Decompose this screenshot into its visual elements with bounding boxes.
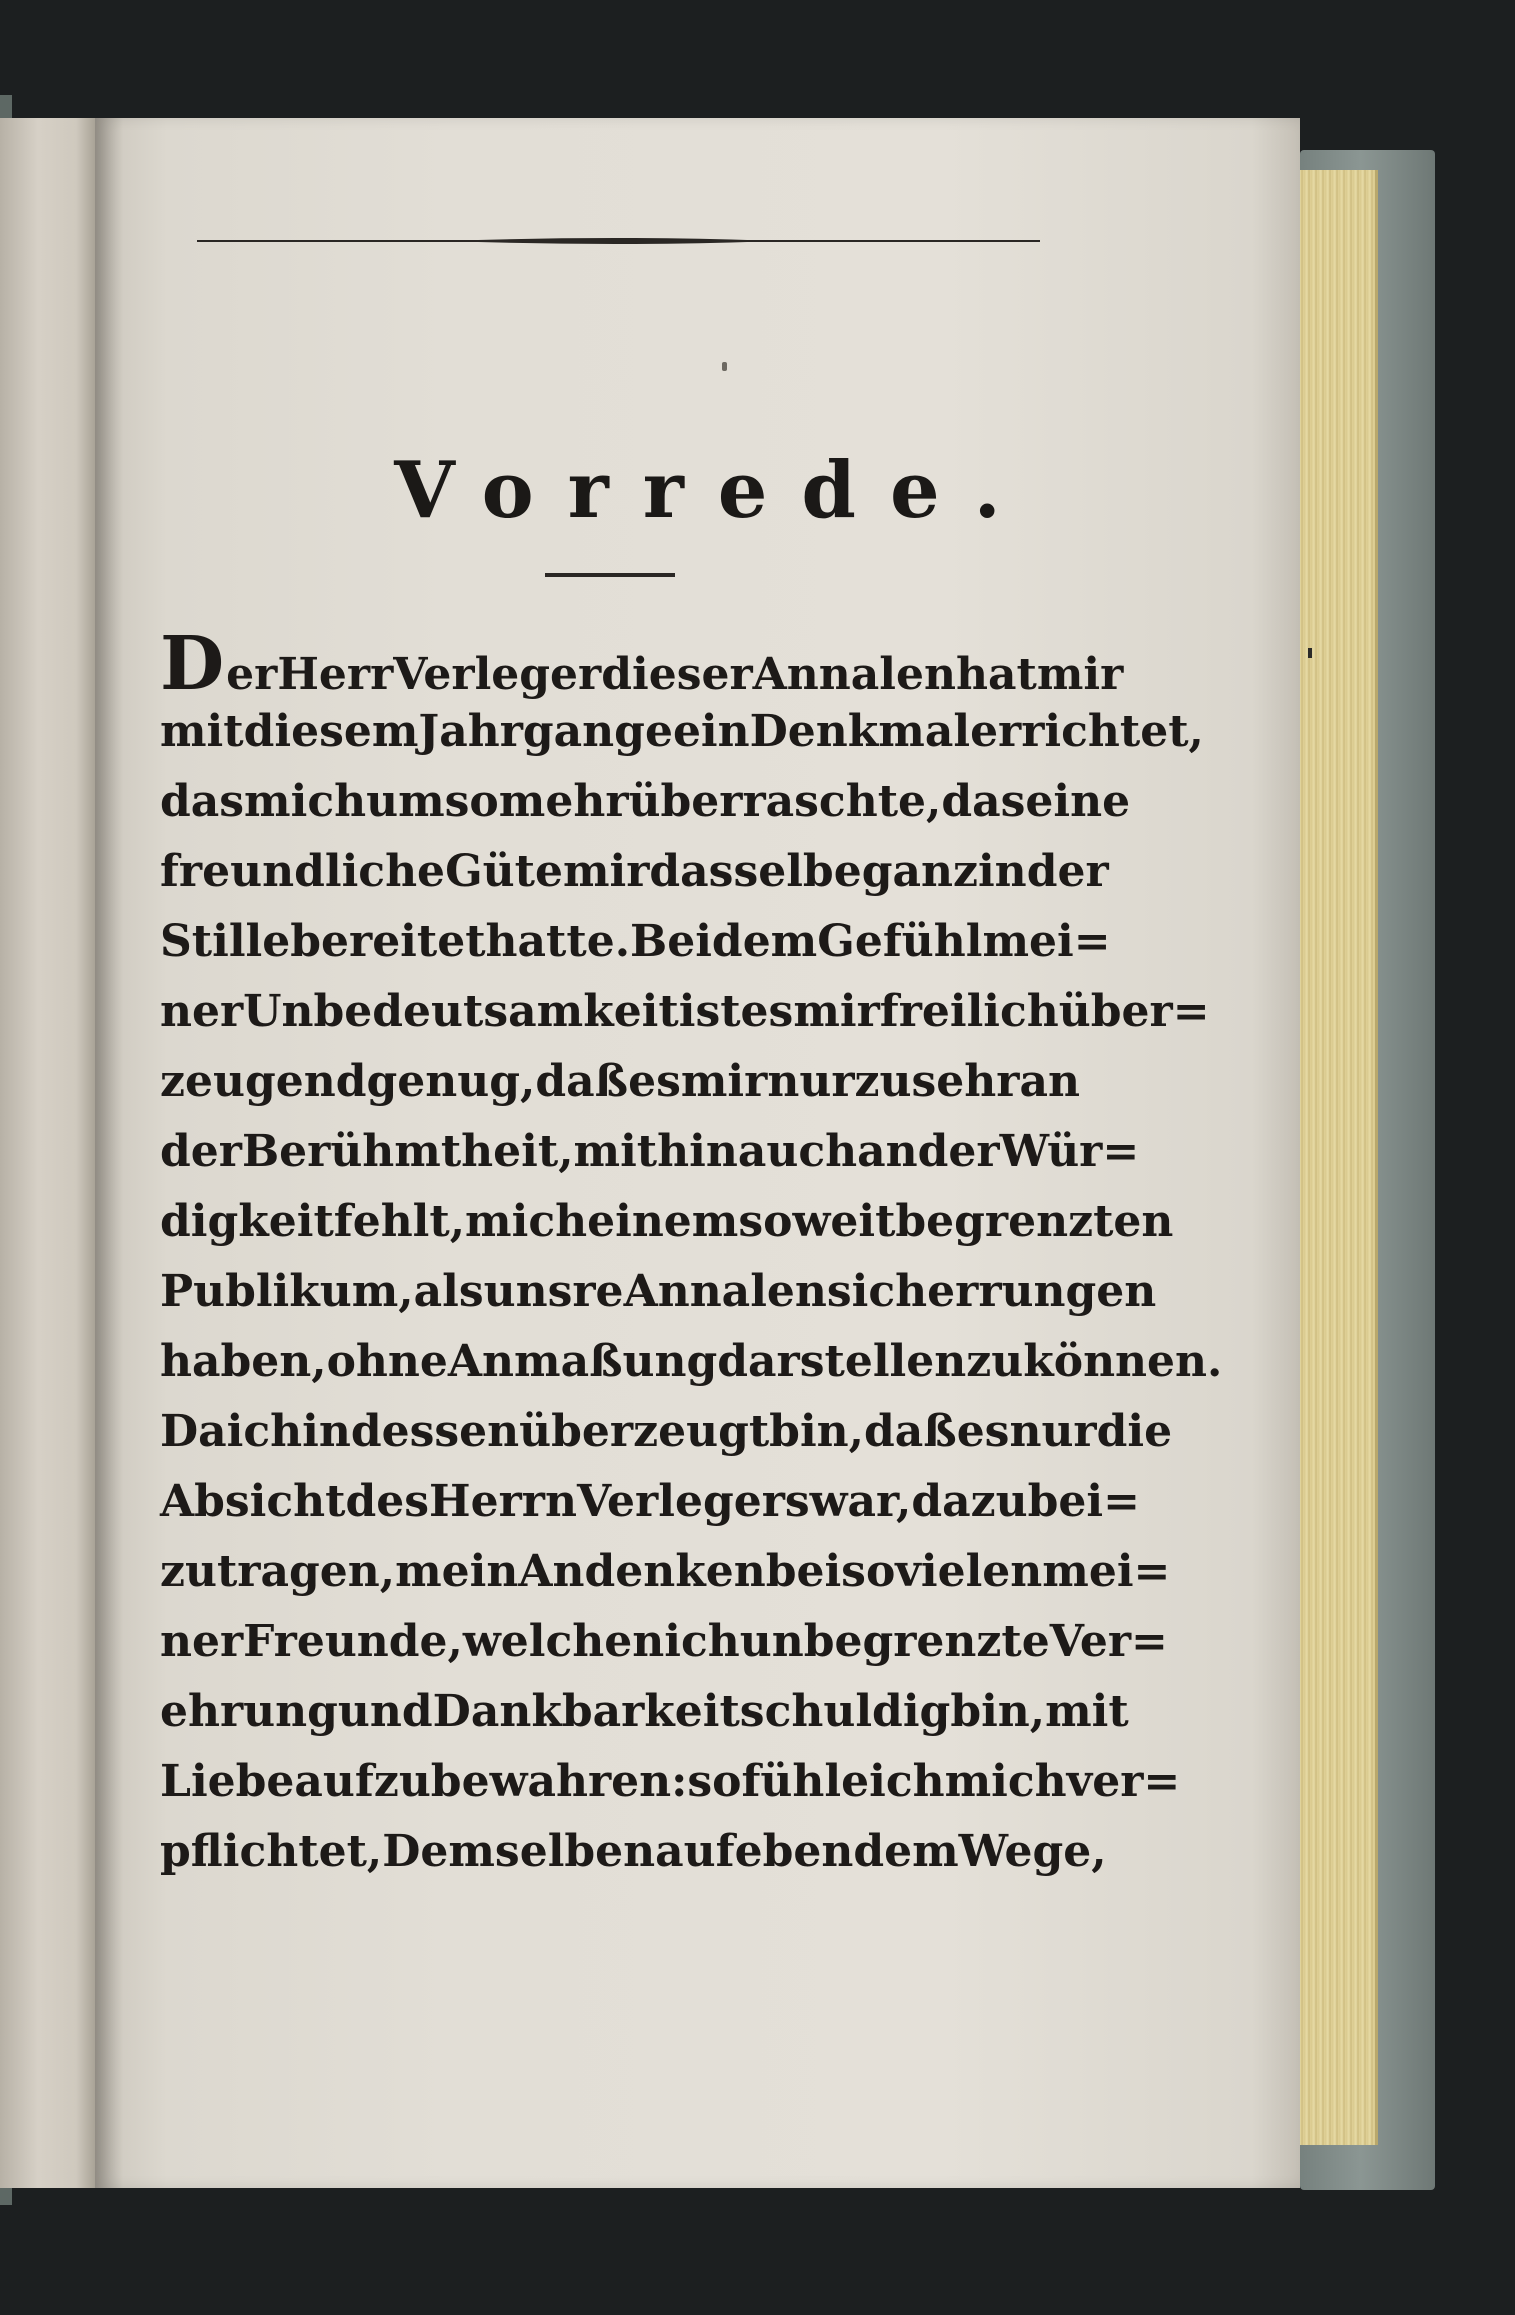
- word: Verleger: [393, 649, 602, 700]
- word: mich: [465, 1196, 588, 1247]
- word: Gefühl: [817, 916, 983, 967]
- word: so: [841, 1546, 896, 1597]
- word: es: [956, 1406, 1010, 1457]
- ornamental-rule: [197, 235, 1040, 247]
- text-line-3: [160, 776, 1131, 846]
- word: Herr: [277, 649, 394, 700]
- word: weit: [792, 1196, 896, 1247]
- text-lines: [160, 706, 1223, 1896]
- word: Da: [160, 1406, 227, 1457]
- word: er: [226, 649, 278, 700]
- text-line-8: [160, 1126, 1140, 1196]
- word: so: [444, 776, 499, 827]
- word: in: [977, 846, 1027, 897]
- word: Demselben: [382, 1826, 656, 1877]
- text-line-14: [160, 1546, 1171, 1616]
- word: aufzubewahren:: [294, 1756, 688, 1807]
- word: mit: [160, 706, 244, 757]
- word: mei=: [1042, 1546, 1171, 1597]
- word: um: [366, 776, 445, 827]
- word: des: [345, 1476, 430, 1527]
- word: ist: [678, 986, 741, 1037]
- text-line-7: [160, 1056, 1080, 1126]
- word: mir: [562, 846, 650, 897]
- word: seine: [1000, 776, 1131, 827]
- word: nur: [767, 1056, 855, 1107]
- word: so: [738, 1196, 793, 1247]
- word: Güte: [445, 846, 563, 897]
- word: ner: [160, 986, 244, 1037]
- word: errichtet,: [970, 706, 1204, 757]
- text-line-2: [160, 706, 1204, 776]
- word: zutragen,: [160, 1546, 396, 1597]
- word: genug,: [366, 1056, 536, 1107]
- page-heading: Vorrede.: [394, 445, 1035, 536]
- word: mit: [1045, 1686, 1129, 1737]
- word: mich: [944, 1756, 1067, 1807]
- text-line-10: [160, 1266, 1157, 1336]
- word: Verlegers: [576, 1476, 810, 1527]
- left-facing-page: [0, 118, 97, 2188]
- word: auch: [737, 1126, 858, 1177]
- gutter-shadow: [95, 118, 123, 2188]
- word: können.: [1023, 1336, 1223, 1387]
- text-line-4: [160, 846, 1109, 916]
- word: dem: [711, 916, 818, 967]
- word: zu: [854, 1056, 912, 1107]
- word: mithin: [573, 1126, 738, 1177]
- word: Wege,: [958, 1826, 1107, 1877]
- word: pflichtet,: [160, 1826, 383, 1877]
- text-line-6: [160, 986, 1210, 1056]
- word: der: [917, 1126, 1000, 1177]
- word: bei=: [1027, 1476, 1140, 1527]
- word: so: [687, 1756, 742, 1807]
- word: an: [1019, 1056, 1080, 1107]
- text-line-1: [160, 621, 1124, 707]
- word: der: [1026, 846, 1109, 897]
- word: es: [628, 1056, 681, 1107]
- word: zu: [966, 1336, 1024, 1387]
- word: ver=: [1066, 1756, 1181, 1807]
- word: und: [337, 1686, 433, 1737]
- drop-cap: D: [160, 621, 225, 707]
- word: einem: [587, 1196, 739, 1247]
- word: war,: [809, 1476, 912, 1527]
- word: indessen: [302, 1406, 520, 1457]
- word: dem: [853, 1826, 959, 1877]
- text-line-16: [160, 1686, 1129, 1756]
- word: freundliche: [160, 846, 446, 897]
- word: ich: [869, 1756, 945, 1807]
- text-line-12: [160, 1406, 1173, 1476]
- text-line-17: [160, 1756, 1181, 1826]
- text-line-11: [160, 1336, 1223, 1406]
- word: bei: [765, 1546, 842, 1597]
- word: dieser: [601, 649, 753, 700]
- word: ohne: [326, 1336, 448, 1387]
- word: haben,: [160, 1336, 327, 1387]
- word: mehr: [498, 776, 629, 827]
- word: Herrn: [429, 1476, 577, 1527]
- word: darstellen: [717, 1336, 967, 1387]
- word: freilich: [879, 986, 1059, 1037]
- word: der: [160, 1126, 242, 1177]
- word: auf: [655, 1826, 735, 1877]
- word: mir: [793, 986, 880, 1037]
- word: welchen: [462, 1616, 665, 1667]
- word: Bei: [630, 916, 712, 967]
- word: bin,: [950, 1686, 1046, 1737]
- word: es: [740, 986, 794, 1037]
- word: Annalen: [623, 1266, 827, 1317]
- word: Liebe: [160, 1756, 295, 1807]
- word: dasselbe: [649, 846, 862, 897]
- word: ich: [664, 1616, 740, 1667]
- word: nur: [1009, 1406, 1097, 1457]
- word: Jahrgange: [418, 706, 673, 757]
- word: sehr: [911, 1056, 1020, 1107]
- word: Dankbarkeit: [432, 1686, 740, 1737]
- word: unbegrenzte: [739, 1616, 1050, 1667]
- text-line-5: [160, 916, 1111, 986]
- word: digkeit: [160, 1196, 334, 1247]
- word: begrenzten: [895, 1196, 1174, 1247]
- page-edges: [1297, 170, 1378, 2145]
- text-line-9: [160, 1196, 1174, 1266]
- ink-mark: [722, 362, 727, 371]
- word: Ver=: [1049, 1616, 1168, 1667]
- word: sich: [826, 1266, 928, 1317]
- text-line-18: [160, 1826, 1107, 1896]
- word: ich: [226, 1406, 303, 1457]
- word: als: [413, 1266, 484, 1317]
- edge-mark: [1308, 648, 1312, 658]
- word: bereitet: [290, 916, 486, 967]
- word: daß: [535, 1056, 629, 1107]
- word: dazu: [911, 1476, 1028, 1527]
- word: Publikum,: [160, 1266, 414, 1317]
- text-line-15: [160, 1616, 1168, 1686]
- word: Berühmtheit,: [241, 1126, 574, 1177]
- word: ner: [160, 1616, 244, 1667]
- word: Absicht: [160, 1476, 346, 1527]
- word: fehlt,: [333, 1196, 466, 1247]
- word: fühle: [741, 1756, 870, 1807]
- word: Anmaßung: [447, 1336, 718, 1387]
- word: über=: [1058, 986, 1210, 1037]
- word: unsre: [483, 1266, 624, 1317]
- word: mei=: [982, 916, 1111, 967]
- word: hat: [955, 649, 1037, 700]
- word: ganz: [861, 846, 978, 897]
- word: an: [857, 1126, 918, 1177]
- word: mein: [395, 1546, 519, 1597]
- word: Wür=: [999, 1126, 1140, 1177]
- word: Freunde,: [243, 1616, 463, 1667]
- word: mir: [680, 1056, 768, 1107]
- word: ehrung: [160, 1686, 338, 1737]
- word: errungen: [927, 1266, 1157, 1317]
- word: Unbedeutsamkeit: [243, 986, 679, 1037]
- text-line-13: [160, 1476, 1140, 1546]
- word: überzeugt: [519, 1406, 770, 1457]
- word: überraschte,: [628, 776, 942, 827]
- word: hatte.: [485, 916, 631, 967]
- word: Annalen: [752, 649, 956, 700]
- word: vielen: [895, 1546, 1043, 1597]
- word: das: [160, 776, 245, 827]
- word: bin,: [769, 1406, 864, 1457]
- word: die: [1096, 1406, 1173, 1457]
- heading-rule: [545, 573, 675, 577]
- word: zeugend: [160, 1056, 367, 1107]
- word: mich: [244, 776, 367, 827]
- word: schuldig: [739, 1686, 951, 1737]
- word: ein: [672, 706, 750, 757]
- word: mir: [1036, 649, 1124, 700]
- word: eben: [734, 1826, 854, 1877]
- word: diesem: [243, 706, 419, 757]
- word: Andenken: [518, 1546, 766, 1597]
- body-text: [160, 621, 1223, 1896]
- word: da: [941, 776, 1001, 827]
- word: Stille: [160, 916, 291, 967]
- first-line-words: [226, 649, 1123, 700]
- word: daß: [863, 1406, 957, 1457]
- word: Denkmal: [749, 706, 971, 757]
